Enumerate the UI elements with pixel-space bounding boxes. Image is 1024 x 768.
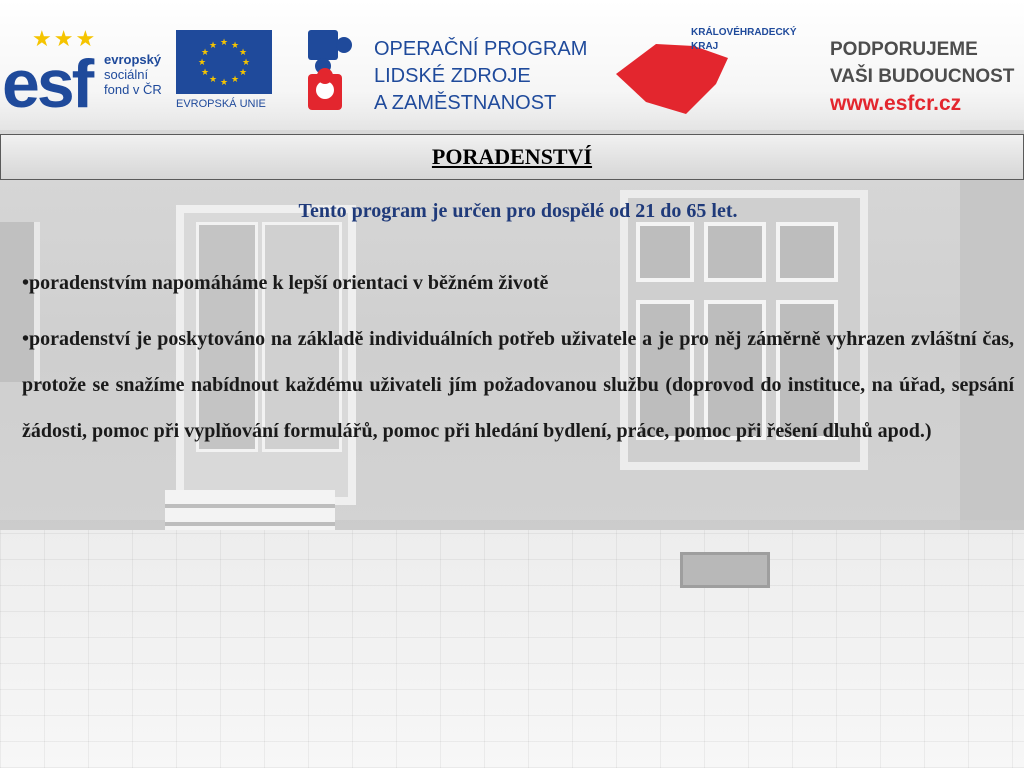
kraj-label <box>691 26 797 54</box>
op-line: OPERAČNÍ PROGRAM <box>374 38 588 60</box>
eu-logo <box>176 30 274 114</box>
slogan-line: PODPORUJEME <box>830 39 978 60</box>
esf-stars-icon: ★★★ <box>32 26 98 51</box>
svg-text:★: ★ <box>230 75 240 85</box>
svg-text:★: ★ <box>208 41 218 51</box>
esf-caption <box>104 52 162 97</box>
svg-text:★: ★ <box>230 41 240 51</box>
eu-flag-icon <box>176 30 272 94</box>
svg-text:★: ★ <box>208 75 218 85</box>
svg-text:★: ★ <box>238 68 248 78</box>
op-line: LIDSKÉ ZDROJE <box>374 65 531 87</box>
svg-text:★: ★ <box>219 38 229 48</box>
page-title: PORADENSTVÍ <box>431 144 593 169</box>
op-program-name <box>374 36 587 117</box>
pavement <box>0 530 1024 768</box>
esf-caption-line: fond v ČR <box>104 82 162 97</box>
svg-text:★: ★ <box>238 48 248 58</box>
logo-header <box>0 0 1024 130</box>
esf-url: www.esfcr.cz <box>830 92 962 115</box>
esf-caption-line: sociální <box>104 67 149 82</box>
svg-text:★: ★ <box>200 68 210 78</box>
subtitle: Tento program je určen pro dospělé od 21 do 65 let. <box>298 200 738 222</box>
esf-logo <box>2 26 172 122</box>
eu-label: EVROPSKÁ UNIE <box>176 98 266 110</box>
kraj-line: KRAJ <box>691 41 719 52</box>
kraj-line: KRÁLOVÉHRADECKÝ <box>691 27 797 38</box>
svg-text:★: ★ <box>200 48 210 58</box>
bullet-item: •poradenství je poskytováno na základě individuálních potřeb uživatele a je pro něj záměrně vyhrazen zvláštní čas, protože se snažíme nabídnout každému uživateli jím požadovanou službu (doprovod do instituce, na úřad, sepsání žádosti, pomoc při vyplňování formulářů, pomoc při hledání bydlení, práce, pomoc při řešení dluhů apod.) <box>22 328 1014 442</box>
support-slogan <box>830 36 1014 117</box>
eu-stars-icon <box>176 30 272 94</box>
svg-text:★: ★ <box>219 78 229 88</box>
svg-text:★: ★ <box>197 58 207 68</box>
bullet-item: •poradenstvím napomáháme k lepší orientaci v běžném životě <box>22 272 549 294</box>
svg-text:★: ★ <box>241 58 251 68</box>
wall-vent <box>680 552 770 588</box>
op-puzzle-icon <box>306 28 362 114</box>
title-bar <box>0 134 1024 180</box>
esf-caption-line: evropský <box>104 52 162 67</box>
bullet-list <box>22 266 1014 454</box>
op-line: A ZAMĚSTNANOST <box>374 92 557 114</box>
esf-logo-word: esf <box>2 46 92 122</box>
slogan-line: VAŠI BUDOUCNOST <box>830 66 1015 87</box>
